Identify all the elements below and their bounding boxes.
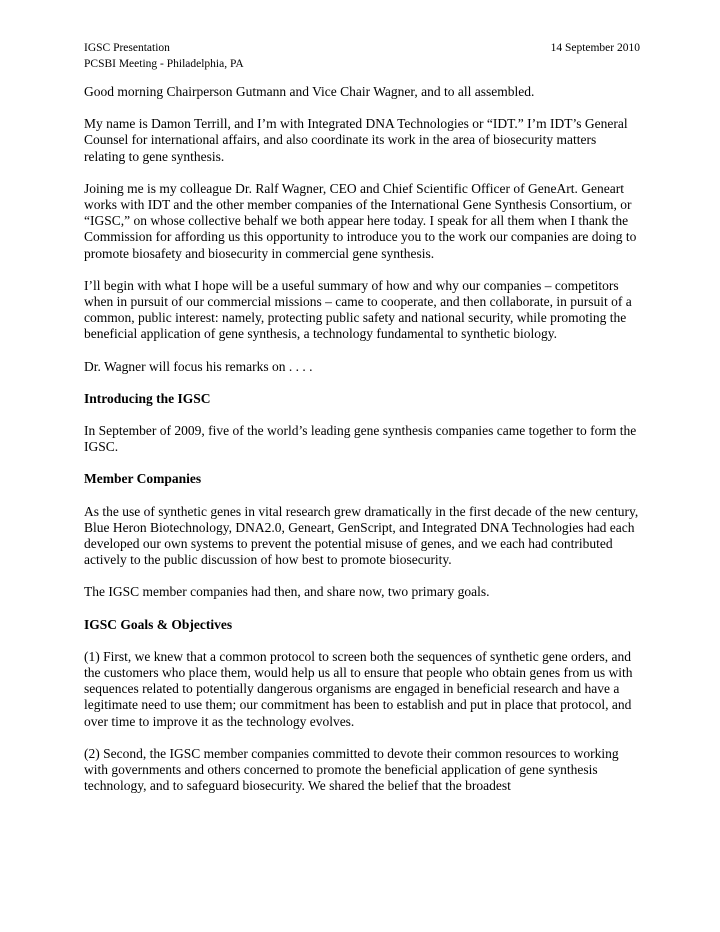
header-title: IGSC Presentation (84, 42, 170, 54)
page-header (84, 40, 640, 72)
intro-paragraph: My name is Damon Terrill, and I’m with Integrated DNA Technologies or “IDT.” I’m IDT’s General Counsel for international affairs, and also coordinate its work in the area of biosecurity matters relating to gene synthesis. (84, 116, 628, 164)
header-meeting: PCSBI Meeting - Philadelphia, PA (84, 58, 244, 70)
goals-intro-paragraph: The IGSC member companies had then, and share now, two primary goals. (84, 584, 490, 600)
section-heading-introducing: Introducing the IGSC (84, 390, 211, 406)
goal-one-paragraph: (1) First, we knew that a common protocol to screen both the sequences of synthetic gene orders, and the customers who place them, would help us all to ensure that people who obtain genes from us with sequences related to potentially dangerous organisms are engaged in beneficial research and have a legitimate need to use them; our commitment has been to establish and put in place that protocol, and over time to improve it as the technology evolves. (84, 648, 633, 729)
goal-two-paragraph: (2) Second, the IGSC member companies committed to devote their common resources to working with governments and others concerned to promote the beneficial application of gene synthesis technology, and to safeguard biosecurity. We shared the belief that the broadest (84, 745, 619, 794)
document-body (84, 84, 640, 795)
document-page (84, 40, 640, 811)
members-paragraph: As the use of synthetic genes in vital research grew dramatically in the first decade of the new century, Blue Heron Biotechnology, DNA2.0, Geneart, GenScript, and Integrated DNA Technologies had each developed our own systems to prevent the potential misuse of genes, and we each had contributed actively to the public discussion of how best to promote biosecurity. (84, 503, 639, 568)
wagner-paragraph: Dr. Wagner will focus his remarks on . . . . (84, 358, 313, 374)
header-date: 14 September 2010 (550, 42, 640, 54)
formation-paragraph: In September of 2009, five of the world’s leading gene synthesis companies came together to form the IGSC. (84, 423, 637, 455)
summary-paragraph: I’ll begin with what I hope will be a useful summary of how and why our companies – competitors when in pursuit of our commercial missions – came to cooperate, and then collaborate, in pursuit of a common, public interest: namely, protecting public safety and national security, while promoting the beneficial application of gene synthesis, a technology fundamental to synthetic biology. (84, 277, 632, 342)
section-heading-goals: IGSC Goals & Objectives (84, 616, 233, 632)
colleague-paragraph: Joining me is my colleague Dr. Ralf Wagner, CEO and Chief Scientific Officer of GeneArt. Geneart works with IDT and the other member companies of the International Gene Synthesis Consortium, or “IGSC,” on whose collective behalf we both appear here today. I speak for all them when I thank the Commission for affording us this opportunity to introduce you to the work our companies are doing to promote biosafety and biosecurity in commercial gene synthesis. (84, 180, 637, 261)
greeting-paragraph: Good morning Chairperson Gutmann and Vice Chair Wagner, and to all assembled. (84, 84, 535, 99)
section-heading-members: Member Companies (84, 471, 202, 487)
